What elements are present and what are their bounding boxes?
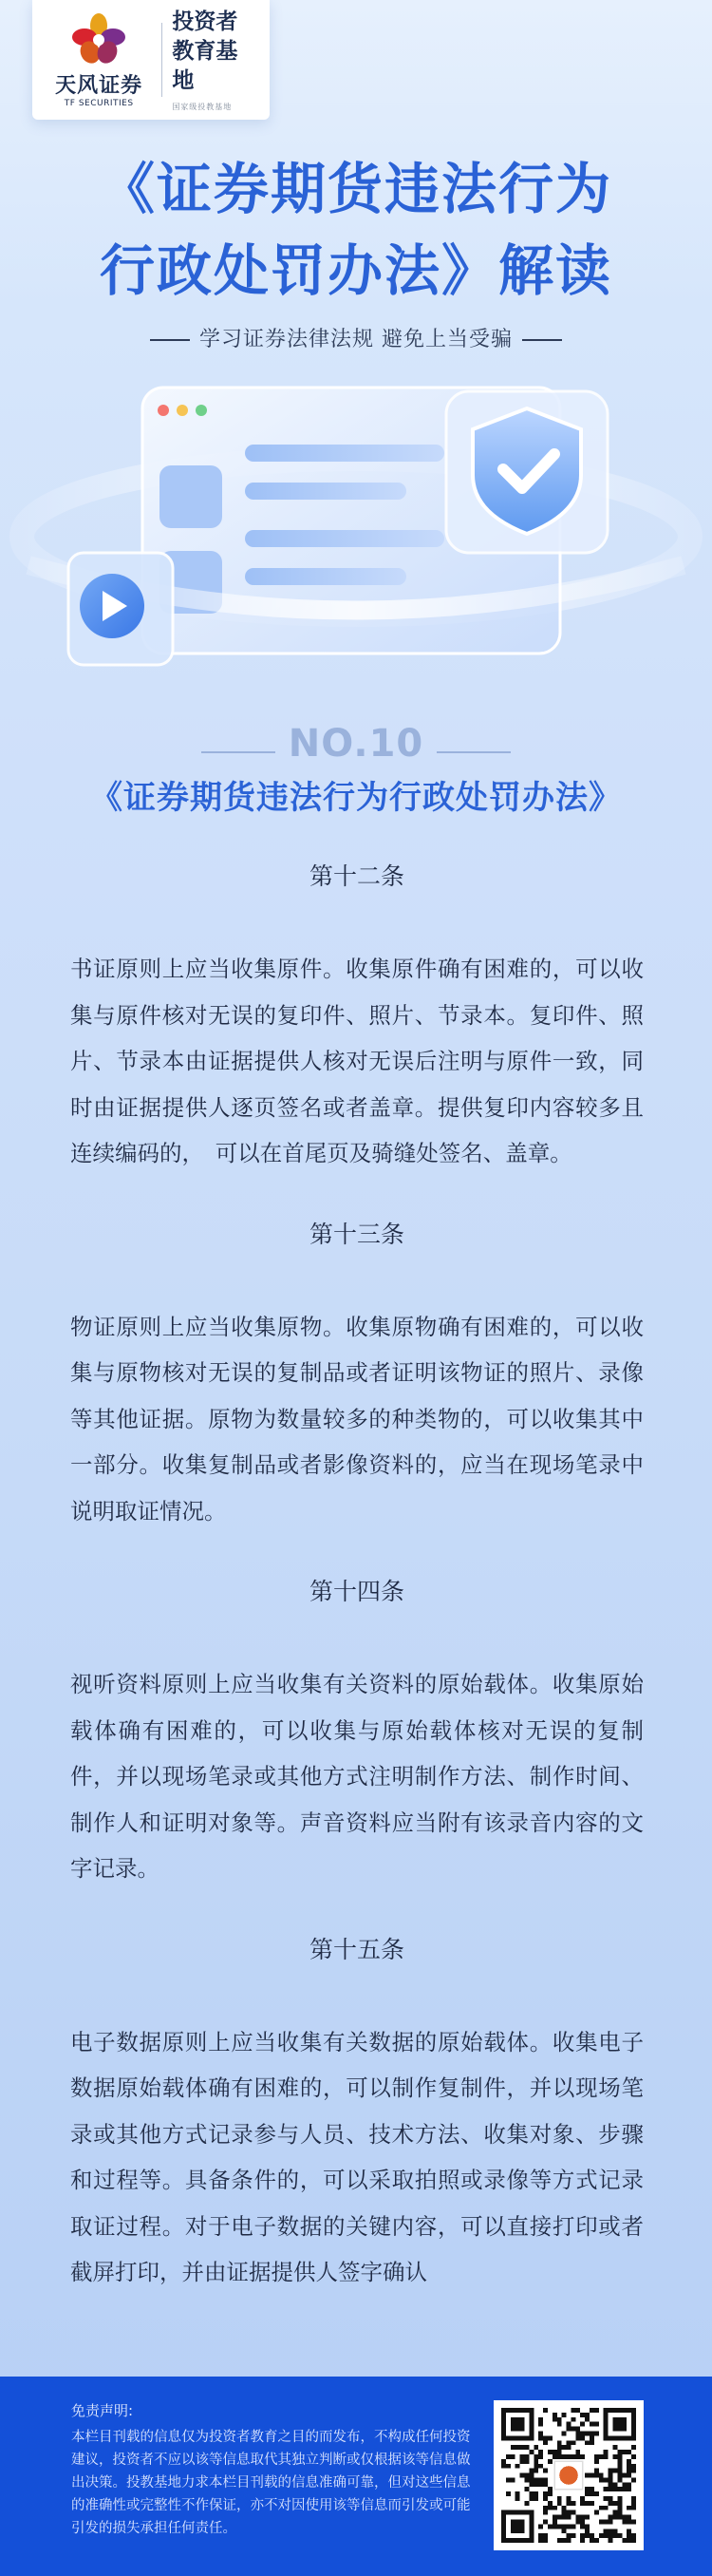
article xyxy=(70,1926,644,2296)
tagline-sub: 国家级投教基地 xyxy=(172,103,233,111)
disclaimer-title: 免责声明: xyxy=(71,2402,134,2419)
article-title: 第十四条 xyxy=(309,1578,404,1605)
articles xyxy=(70,853,644,2330)
title-line-1: 《证券期货违法行为 xyxy=(99,157,612,221)
brand-name: 天风证券 xyxy=(55,73,143,98)
article-title: 第十二条 xyxy=(309,862,404,890)
article xyxy=(70,1211,644,1535)
flower-logo-icon xyxy=(71,12,126,67)
subtitle xyxy=(0,323,712,352)
article-body: 物证原则上应当收集原物。收集原物确有困难的，可以收集与原物核对无误的复制品或者证明该物证的照片、录像等其他证据。原物为数量较多的种类物的，可以收集其中一部分。收集复制品或者影像资料的，应当在现场笔录中说明取证情况。 xyxy=(70,1313,644,1525)
tagline-line1: 投资者 xyxy=(172,9,238,34)
disclaimer xyxy=(71,2399,479,2540)
article-body: 视听资料原则上应当收集有关资料的原始载体。收集原始载体确有困难的，可以收集与原始载体核对无误的复制件，并以现场笔录或其他方式注明制作方法、制作时间、制作人和证明对象等。声音资料应当附有该录音内容的文字记录。 xyxy=(70,1671,644,1882)
shield-check-icon xyxy=(446,391,608,553)
hero-illustration xyxy=(0,370,712,703)
subtitle-dash-left xyxy=(150,339,190,341)
logo-divider xyxy=(161,23,162,97)
article-title: 第十三条 xyxy=(309,1220,404,1248)
article xyxy=(70,853,644,1177)
tagline-line2: 教育基地 xyxy=(172,39,238,93)
section-number xyxy=(0,722,712,766)
law-name: 《证券期货违法行为行政处罚办法》 xyxy=(90,779,622,817)
subtitle-dash-right xyxy=(522,339,562,341)
brand-name-en: TF SECURITIES xyxy=(64,98,134,108)
play-icon xyxy=(68,553,173,665)
disclaimer-text: 本栏目刊载的信息仅为投资者教育之目的而发布，不构成任何投资建议，投资者不应以该等信息取代其独立判断或仅根据该等信息做出决策。投教基地力求本栏目刊载的信息准确可靠，但对这些信息的准确性或完整性不作保证，亦不对因使用该等信息而引发或可能引发的损失承担任何责任。 xyxy=(71,2430,471,2536)
brand-logo xyxy=(44,12,154,108)
article-title: 第十五条 xyxy=(309,1935,404,1963)
qr-code-icon xyxy=(494,2400,644,2550)
section-number-line-left xyxy=(201,751,275,753)
logo-card xyxy=(32,0,270,120)
article-body: 电子数据原则上应当收集有关数据的原始载体。收集电子数据原始载体确有困难的，可以制作复制件，并以现场笔录或其他方式记录参与人员、技术方法、收集对象、步骤和过程等。具备条件的，可以采取拍照或录像等方式记录取证过程。对于电子数据的关键内容，可以直接打印或者截屏打印，并由证据提供人签字确认 xyxy=(70,2028,644,2285)
article xyxy=(70,1568,644,1892)
title-line-2: 行政处罚办法》解读 xyxy=(99,238,612,303)
section-number-line-right xyxy=(437,751,511,753)
section-number-text: NO.10 xyxy=(288,722,424,766)
article-body: 书证原则上应当收集原件。收集原件确有困难的，可以收集与原件核对无误的复印件、照片、节录本。复印件、照片、节录本由证据提供人核对无误后注明与原件一致，同时由证据提供人逐页签名或者盖章。提供复印内容较多且连续编码的， 可以在首尾页及骑缝处签名、盖章。 xyxy=(70,956,644,1166)
logo-tagline xyxy=(172,8,258,112)
title-block xyxy=(0,148,712,352)
footer xyxy=(0,2377,712,2576)
subtitle-text: 学习证券法律法规 避免上当受骗 xyxy=(199,328,513,351)
